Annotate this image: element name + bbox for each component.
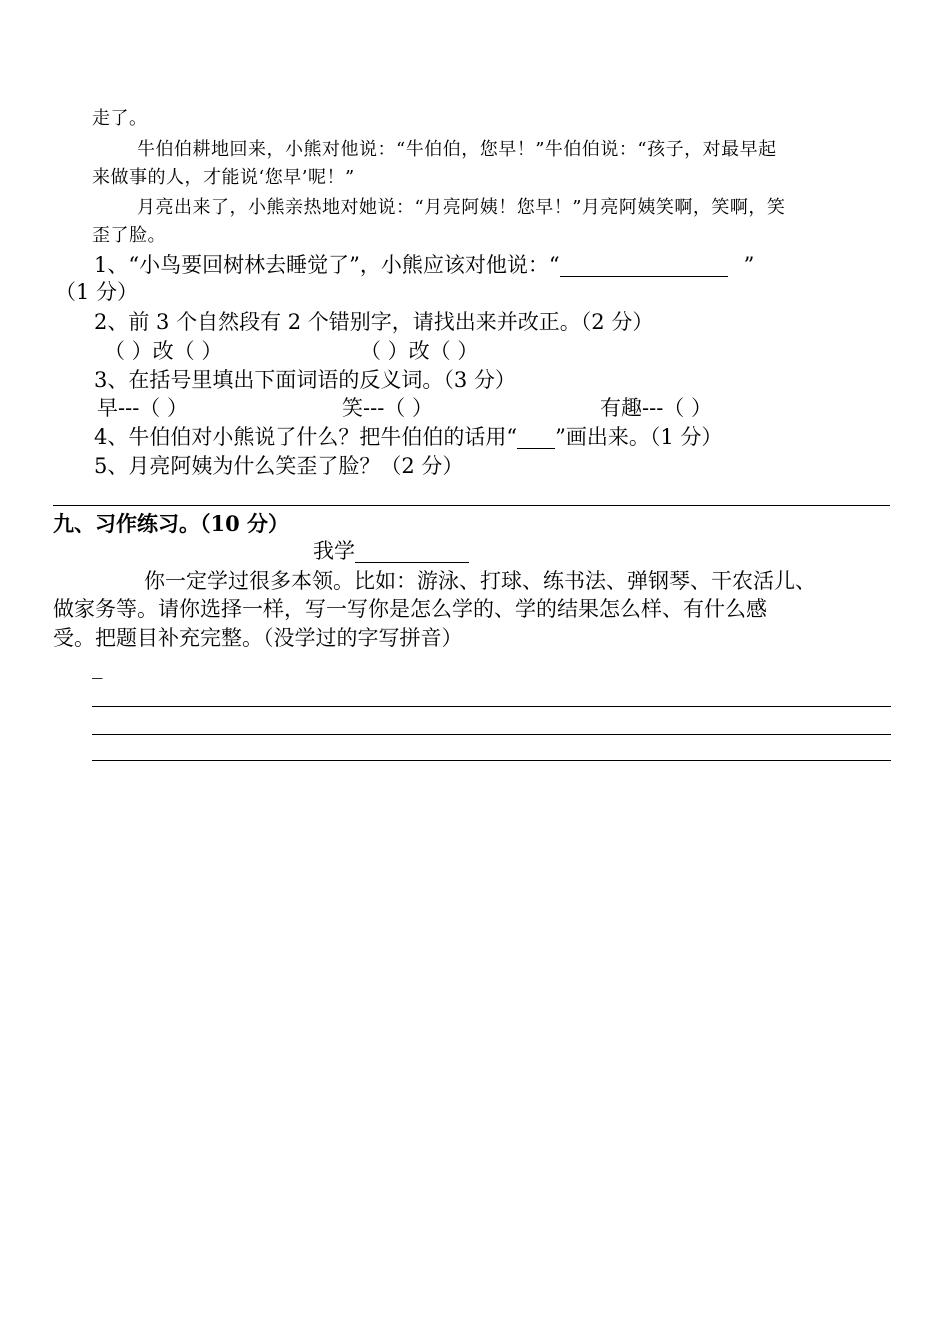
question-2-answer-1[interactable]: （ ）改（ ） bbox=[104, 339, 223, 363]
question-3-word-2[interactable]: 笑---（ ） bbox=[342, 396, 433, 420]
writing-line-3[interactable] bbox=[92, 760, 891, 761]
question-1-close-quote: ” bbox=[743, 253, 755, 277]
question-4-text-b: ”画出来。（1 分） bbox=[555, 425, 723, 449]
question-2: 2、前 3 个自然段有 2 个错别字，请找出来并改正。（2 分） bbox=[94, 310, 654, 334]
question-1-score: （1 分） bbox=[55, 280, 139, 304]
writing-line-1[interactable] bbox=[92, 706, 891, 707]
prompt-line-1: 你一定学过很多本领。比如：游泳、打球、练书法、弹钢琴、干农活儿、 bbox=[144, 569, 816, 593]
question-4-quote-blank bbox=[517, 427, 555, 449]
question-4-text-a: 4、牛伯伯对小熊说了什么？把牛伯伯的话用“ bbox=[94, 425, 518, 449]
question-3-word-3[interactable]: 有趣---（ ） bbox=[600, 396, 712, 420]
question-4 bbox=[94, 427, 722, 449]
passage-line-1: 走了。 bbox=[92, 108, 148, 129]
passage-line-2: 牛伯伯耕地回来，小熊对他说：“牛伯伯，您早！”牛伯伯说：“孩子，对最早起 bbox=[137, 139, 777, 160]
prompt-line-3: 受。把题目补充完整。（没学过的字写拼音） bbox=[53, 626, 463, 650]
question-5-answer-line[interactable] bbox=[53, 505, 890, 506]
writing-line-2[interactable] bbox=[92, 734, 891, 735]
essay-title bbox=[313, 541, 469, 563]
question-5: 5、月亮阿姨为什么笑歪了脸？（2 分） bbox=[94, 454, 464, 478]
question-3: 3、在括号里填出下面词语的反义词。（3 分） bbox=[94, 368, 516, 392]
prompt-line-2: 做家务等。请你选择一样，写一写你是怎么学的、学的结果怎么样、有什么感 bbox=[53, 597, 767, 621]
essay-title-prefix: 我学 bbox=[313, 539, 355, 563]
question-2-answer-2[interactable]: （ ）改（ ） bbox=[360, 339, 479, 363]
essay-title-blank[interactable] bbox=[355, 541, 469, 563]
question-1-answer-blank[interactable] bbox=[560, 255, 728, 277]
passage-line-4: 月亮出来了，小熊亲热地对她说：“月亮阿姨！您早！”月亮阿姨笑啊，笑啊，笑 bbox=[137, 197, 786, 218]
question-1-text: 1、“小鸟要回树林去睡觉了”，小熊应该对他说：“ bbox=[94, 253, 560, 277]
question-3-word-1[interactable]: 早---（ ） bbox=[97, 396, 188, 420]
question-1 bbox=[94, 255, 754, 277]
writing-dash: _ bbox=[92, 655, 103, 679]
passage-line-3: 来做事的人，才能说‘您早’呢！” bbox=[92, 167, 355, 188]
section-9-heading: 九、习作练习。（10 分） bbox=[53, 511, 290, 536]
passage-line-5: 歪了脸。 bbox=[92, 225, 166, 246]
